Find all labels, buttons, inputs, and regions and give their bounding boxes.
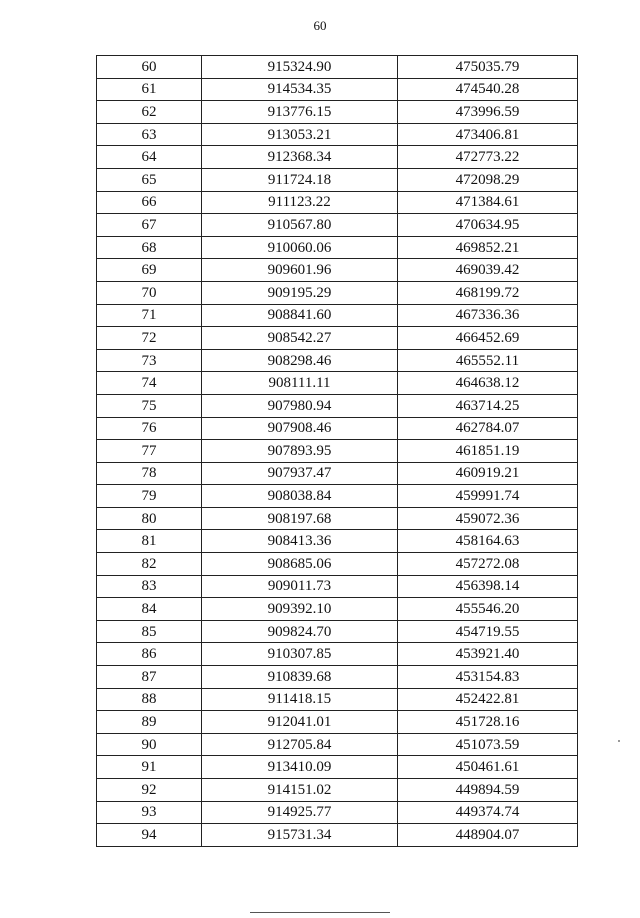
- point-number-cell: 89: [97, 711, 202, 734]
- point-number-cell: 66: [97, 191, 202, 214]
- x-coordinate-cell: 909601.96: [202, 259, 398, 282]
- footer-rule: [250, 912, 390, 913]
- x-coordinate-cell: 915324.90: [202, 56, 398, 79]
- point-number-cell: 77: [97, 440, 202, 463]
- point-number-cell: 76: [97, 417, 202, 440]
- x-coordinate-cell: 911123.22: [202, 191, 398, 214]
- x-coordinate-cell: 908298.46: [202, 349, 398, 372]
- y-coordinate-cell: 451073.59: [398, 733, 578, 756]
- y-coordinate-cell: 471384.61: [398, 191, 578, 214]
- y-coordinate-cell: 459072.36: [398, 507, 578, 530]
- x-coordinate-cell: 911418.15: [202, 688, 398, 711]
- table-row: [97, 620, 578, 643]
- point-number-cell: 78: [97, 462, 202, 485]
- point-number-cell: 93: [97, 801, 202, 824]
- table-row: [97, 349, 578, 372]
- page-number: 60: [313, 18, 327, 33]
- point-number-cell: 74: [97, 372, 202, 395]
- table-row: [97, 575, 578, 598]
- table-row: [97, 327, 578, 350]
- y-coordinate-cell: 449894.59: [398, 779, 578, 802]
- table-row: [97, 598, 578, 621]
- table-row: [97, 214, 578, 237]
- table-row: [97, 688, 578, 711]
- x-coordinate-cell: 908197.68: [202, 507, 398, 530]
- y-coordinate-cell: 466452.69: [398, 327, 578, 350]
- table-row: [97, 78, 578, 101]
- y-coordinate-cell: 452422.81: [398, 688, 578, 711]
- point-number-cell: 92: [97, 779, 202, 802]
- table-row: [97, 643, 578, 666]
- y-coordinate-cell: 454719.55: [398, 620, 578, 643]
- y-coordinate-cell: 456398.14: [398, 575, 578, 598]
- x-coordinate-cell: 910060.06: [202, 236, 398, 259]
- point-number-cell: 80: [97, 507, 202, 530]
- point-number-cell: 67: [97, 214, 202, 237]
- x-coordinate-cell: 913053.21: [202, 123, 398, 146]
- point-number-cell: 60: [97, 56, 202, 79]
- y-coordinate-cell: 450461.61: [398, 756, 578, 779]
- point-number-cell: 90: [97, 733, 202, 756]
- y-coordinate-cell: 453154.83: [398, 666, 578, 689]
- x-coordinate-cell: 914151.02: [202, 779, 398, 802]
- point-number-cell: 87: [97, 666, 202, 689]
- x-coordinate-cell: 907937.47: [202, 462, 398, 485]
- x-coordinate-cell: 914925.77: [202, 801, 398, 824]
- y-coordinate-cell: 458164.63: [398, 530, 578, 553]
- point-number-cell: 84: [97, 598, 202, 621]
- point-number-cell: 68: [97, 236, 202, 259]
- y-coordinate-cell: 451728.16: [398, 711, 578, 734]
- y-coordinate-cell: 473996.59: [398, 101, 578, 124]
- table-row: [97, 779, 578, 802]
- coordinate-table-body: [97, 56, 578, 847]
- x-coordinate-cell: 913776.15: [202, 101, 398, 124]
- y-coordinate-cell: 469039.42: [398, 259, 578, 282]
- x-coordinate-cell: 908685.06: [202, 553, 398, 576]
- table-row: [97, 733, 578, 756]
- x-coordinate-cell: 907908.46: [202, 417, 398, 440]
- x-coordinate-cell: 909195.29: [202, 281, 398, 304]
- y-coordinate-cell: 475035.79: [398, 56, 578, 79]
- point-number-cell: 75: [97, 394, 202, 417]
- table-row: [97, 191, 578, 214]
- table-row: [97, 666, 578, 689]
- table-row: [97, 56, 578, 79]
- x-coordinate-cell: 907893.95: [202, 440, 398, 463]
- x-coordinate-cell: 910839.68: [202, 666, 398, 689]
- x-coordinate-cell: 907980.94: [202, 394, 398, 417]
- scan-speck: [618, 740, 620, 742]
- x-coordinate-cell: 912705.84: [202, 733, 398, 756]
- table-row: [97, 259, 578, 282]
- y-coordinate-cell: 463714.25: [398, 394, 578, 417]
- point-number-cell: 79: [97, 485, 202, 508]
- x-coordinate-cell: 912368.34: [202, 146, 398, 169]
- x-coordinate-cell: 910567.80: [202, 214, 398, 237]
- y-coordinate-cell: 472098.29: [398, 168, 578, 191]
- y-coordinate-cell: 464638.12: [398, 372, 578, 395]
- y-coordinate-cell: 455546.20: [398, 598, 578, 621]
- point-number-cell: 69: [97, 259, 202, 282]
- y-coordinate-cell: 461851.19: [398, 440, 578, 463]
- y-coordinate-cell: 472773.22: [398, 146, 578, 169]
- table-row: [97, 553, 578, 576]
- point-number-cell: 86: [97, 643, 202, 666]
- x-coordinate-cell: 908413.36: [202, 530, 398, 553]
- point-number-cell: 91: [97, 756, 202, 779]
- point-number-cell: 73: [97, 349, 202, 372]
- point-number-cell: 65: [97, 168, 202, 191]
- point-number-cell: 88: [97, 688, 202, 711]
- point-number-cell: 70: [97, 281, 202, 304]
- x-coordinate-cell: 910307.85: [202, 643, 398, 666]
- y-coordinate-cell: 448904.07: [398, 824, 578, 847]
- y-coordinate-cell: 473406.81: [398, 123, 578, 146]
- y-coordinate-cell: 467336.36: [398, 304, 578, 327]
- table-row: [97, 756, 578, 779]
- x-coordinate-cell: 908038.84: [202, 485, 398, 508]
- y-coordinate-cell: 459991.74: [398, 485, 578, 508]
- y-coordinate-cell: 449374.74: [398, 801, 578, 824]
- y-coordinate-cell: 457272.08: [398, 553, 578, 576]
- table-row: [97, 507, 578, 530]
- table-row: [97, 711, 578, 734]
- y-coordinate-cell: 460919.21: [398, 462, 578, 485]
- y-coordinate-cell: 474540.28: [398, 78, 578, 101]
- x-coordinate-cell: 908841.60: [202, 304, 398, 327]
- y-coordinate-cell: 465552.11: [398, 349, 578, 372]
- table-row: [97, 101, 578, 124]
- table-row: [97, 372, 578, 395]
- point-number-cell: 94: [97, 824, 202, 847]
- table-row: [97, 440, 578, 463]
- point-number-cell: 83: [97, 575, 202, 598]
- coordinate-table: [96, 55, 578, 847]
- point-number-cell: 63: [97, 123, 202, 146]
- y-coordinate-cell: 469852.21: [398, 236, 578, 259]
- x-coordinate-cell: 915731.34: [202, 824, 398, 847]
- x-coordinate-cell: 908111.11: [202, 372, 398, 395]
- point-number-cell: 81: [97, 530, 202, 553]
- point-number-cell: 62: [97, 101, 202, 124]
- x-coordinate-cell: 909392.10: [202, 598, 398, 621]
- point-number-cell: 61: [97, 78, 202, 101]
- point-number-cell: 64: [97, 146, 202, 169]
- x-coordinate-cell: 909824.70: [202, 620, 398, 643]
- y-coordinate-cell: 468199.72: [398, 281, 578, 304]
- y-coordinate-cell: 470634.95: [398, 214, 578, 237]
- x-coordinate-cell: 911724.18: [202, 168, 398, 191]
- table-row: [97, 530, 578, 553]
- x-coordinate-cell: 909011.73: [202, 575, 398, 598]
- table-row: [97, 485, 578, 508]
- point-number-cell: 82: [97, 553, 202, 576]
- x-coordinate-cell: 908542.27: [202, 327, 398, 350]
- table-row: [97, 462, 578, 485]
- table-row: [97, 236, 578, 259]
- y-coordinate-cell: 453921.40: [398, 643, 578, 666]
- x-coordinate-cell: 913410.09: [202, 756, 398, 779]
- x-coordinate-cell: 914534.35: [202, 78, 398, 101]
- y-coordinate-cell: 462784.07: [398, 417, 578, 440]
- table-row: [97, 304, 578, 327]
- table-row: [97, 168, 578, 191]
- table-row: [97, 281, 578, 304]
- table-row: [97, 824, 578, 847]
- point-number-cell: 85: [97, 620, 202, 643]
- table-row: [97, 417, 578, 440]
- x-coordinate-cell: 912041.01: [202, 711, 398, 734]
- table-row: [97, 394, 578, 417]
- point-number-cell: 71: [97, 304, 202, 327]
- table-row: [97, 146, 578, 169]
- table-row: [97, 801, 578, 824]
- table-row: [97, 123, 578, 146]
- point-number-cell: 72: [97, 327, 202, 350]
